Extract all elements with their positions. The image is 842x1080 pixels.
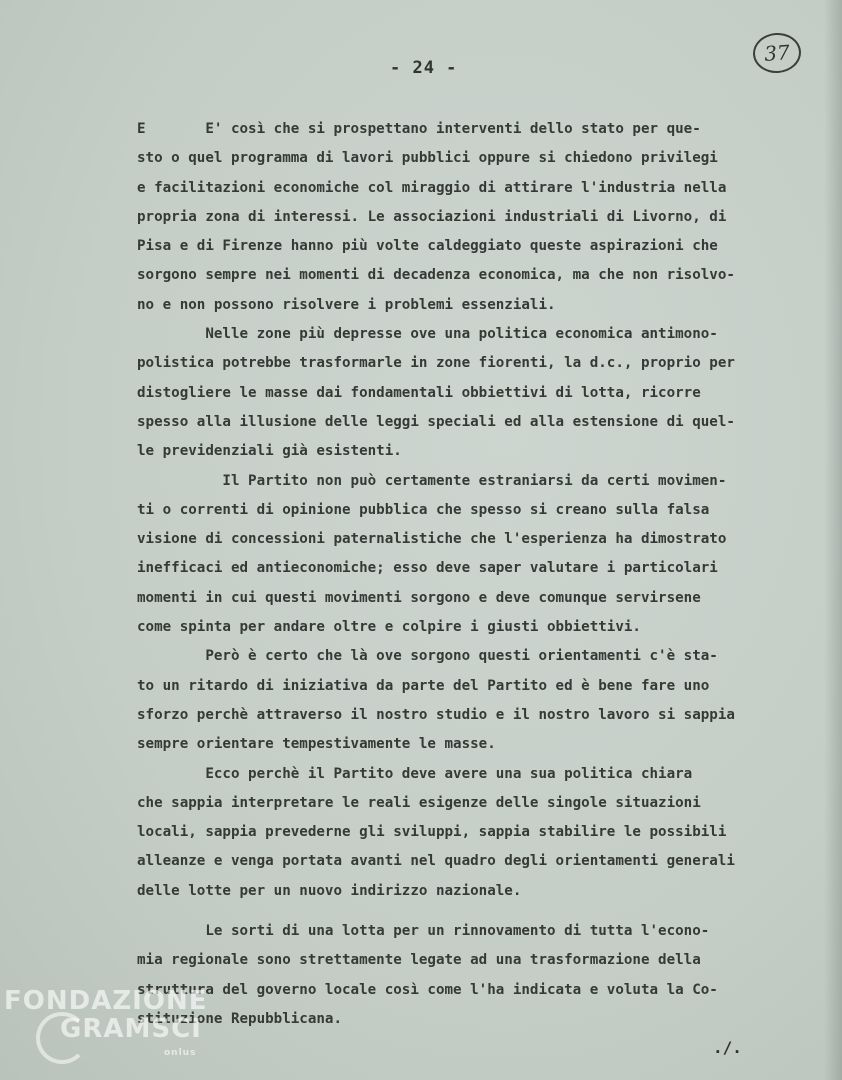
text-line: struttura del governo locale così come l'ha indicata e voluta la Co- [137, 981, 718, 998]
text-line: Il Partito non può certamente estraniarsi da certi movimen- [137, 472, 727, 489]
text-line: momenti in cui questi movimenti sorgono e deve comunque servirsene [137, 589, 701, 606]
text-line: che sappia interpretare le reali esigenze delle singole situazioni [137, 794, 701, 811]
text-line: ti o correnti di opinione pubblica che spesso si creano sulla falsa [137, 501, 710, 518]
text-line: locali, sappia prevederne gli sviluppi, sappia stabilire le possibili [137, 824, 727, 841]
text-line: no e non possono risolvere i problemi essenziali. [137, 296, 556, 313]
typed-text-block [137, 115, 827, 1034]
text-line: polistica potrebbe trasformarle in zone fiorenti, la d.c., proprio per [137, 355, 735, 372]
text-line: mia regionale sono strettamente legate ad una trasformazione della [137, 952, 701, 969]
text-line: propria zona di interessi. Le associazioni industriali di Livorno, di [137, 208, 727, 225]
text-line: E E' così che si prospettano interventi dello stato per que- [137, 121, 701, 137]
text-line: visione di concessioni paternalistiche che l'esperienza ha dimostrato [137, 531, 727, 548]
text-line: come spinta per andare oltre e colpire i giusti obbiettivi. [137, 619, 641, 636]
watermark-line1: FONDAZIONE [4, 986, 208, 1016]
archive-stamp: 37 [752, 31, 803, 74]
text-line: distogliere le masse dai fondamentali obbiettivi di lotta, ricorre [137, 384, 701, 401]
text-line: Però è certo che là ove sorgono questi orientamenti c'è sta- [137, 648, 718, 665]
text-line: sto o quel programma di lavori pubblici oppure si chiedono privilegi [137, 150, 718, 167]
text-line: inefficaci ed antieconomiche; esso deve saper valutare i particolari [137, 560, 718, 577]
text-line: spesso alla illusione delle leggi speciali ed alla estensione di quel- [137, 413, 735, 430]
page-number: - 24 - [390, 58, 458, 78]
text-line: Pisa e di Firenze hanno più volte caldeggiato queste aspirazioni che [137, 238, 718, 255]
text-line: alleanze e venga portata avanti nel quadro degli orientamenti generali [137, 853, 735, 870]
text-line: sorgono sempre nei momenti di decadenza economica, ma che non risolvo- [137, 267, 735, 284]
text-line: le previdenziali già esistenti. [137, 443, 402, 460]
text-line: sempre orientare tempestivamente le masse. [137, 736, 496, 753]
watermark-line2: GRAMSCI [60, 1014, 202, 1044]
text-line: stituzione Repubblicana. [137, 1010, 342, 1027]
text-line: e facilitazioni economiche col miraggio di attirare l'industria nella [137, 179, 727, 196]
text-line: Nelle zone più depresse ove una politica economica antimono- [137, 326, 718, 343]
text-line: Le sorti di una lotta per un rinnovamento di tutta l'econo- [137, 923, 710, 940]
paragraph-gap [137, 906, 827, 917]
text-line: Ecco perchè il Partito deve avere una sua politica chiara [137, 765, 693, 782]
text-line: sforzo perchè attraverso il nostro studio e il nostro lavoro si sappia [137, 706, 735, 723]
watermark-logo [4, 986, 214, 1076]
watermark-line3: onlus [164, 1048, 197, 1058]
text-line: delle lotte per un nuovo indirizzo nazionale. [137, 882, 522, 899]
continuation-mark: ./. [713, 1038, 742, 1057]
text-line: to un ritardo di iniziativa da parte del Partito ed è bene fare uno [137, 677, 710, 694]
